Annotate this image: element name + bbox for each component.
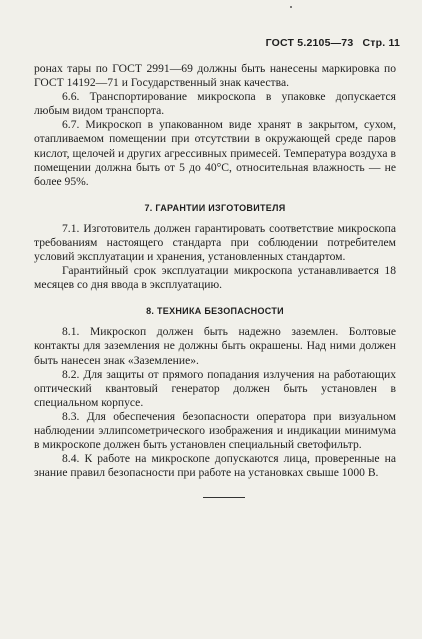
standard-number: ГОСТ 5.2105—73 xyxy=(265,37,354,49)
page-number: Стр. 11 xyxy=(362,37,400,49)
page-header xyxy=(266,37,400,49)
paragraph-continuation: ронах тары по ГОСТ 2991—69 должны быть нанесены маркировка по ГОСТ 14192—71 и Государственный знак качества. xyxy=(34,62,396,90)
paragraph-warranty-term: Гарантийный срок эксплуатации микроскопа устанавливается 18 месяцев со дня ввода в эксплуатацию. xyxy=(34,264,396,292)
scan-speck xyxy=(290,6,292,8)
paragraph-8-2: 8.2. Для защиты от прямого попадания излучения на работающих оптический квантовый генератор должен быть установлен в специальном корпусе. xyxy=(34,367,396,409)
paragraph-8-4: 8.4. К работе на микроскопе допускаются лица, проверенные на знание правил безопасности при работе на установках свыше 1000 В. xyxy=(34,452,396,480)
section-8-heading: 8. ТЕХНИКА БЕЗОПАСНОСТИ xyxy=(146,306,284,317)
paragraph-8-1: 8.1. Микроскоп должен быть надежно заземлен. Болтовые контакты для заземления не должны быть окрашены. Над ними должен быть нанесен знак «Заземление». xyxy=(34,325,396,367)
paragraph-6-7: 6.7. Микроскоп в упакованном виде хранят в закрытом, сухом, отапливаемом помещении при отсутствии в окружающей среде паров кислот, щелочей и других агрессивных примесей. Температура воздуха в помещении должна быть от 5 до 40°С, относительная влажность — не более 95%. xyxy=(34,118,396,188)
paragraph-7-1: 7.1. Изготовитель должен гарантировать соответствие микроскопа требованиям настоящего стандарта при соблюдении потребителем условий эксплуатации и хранения, установленных стандартом. xyxy=(34,221,396,264)
paragraph-8-3: 8.3. Для обеспечения безопасности оператора при визуальном наблюдении эллипсометрического изображения и индикации минимума в микроскопе должен быть установлен специальный светофильтр. xyxy=(34,409,396,452)
paragraph-6-6: 6.6. Транспортирование микроскопа в упаковке допускается любым видом транспорта. xyxy=(34,90,396,118)
end-rule xyxy=(203,497,245,498)
document-body xyxy=(34,62,396,480)
section-7-heading: 7. ГАРАНТИИ ИЗГОТОВИТЕЛЯ xyxy=(144,202,286,213)
